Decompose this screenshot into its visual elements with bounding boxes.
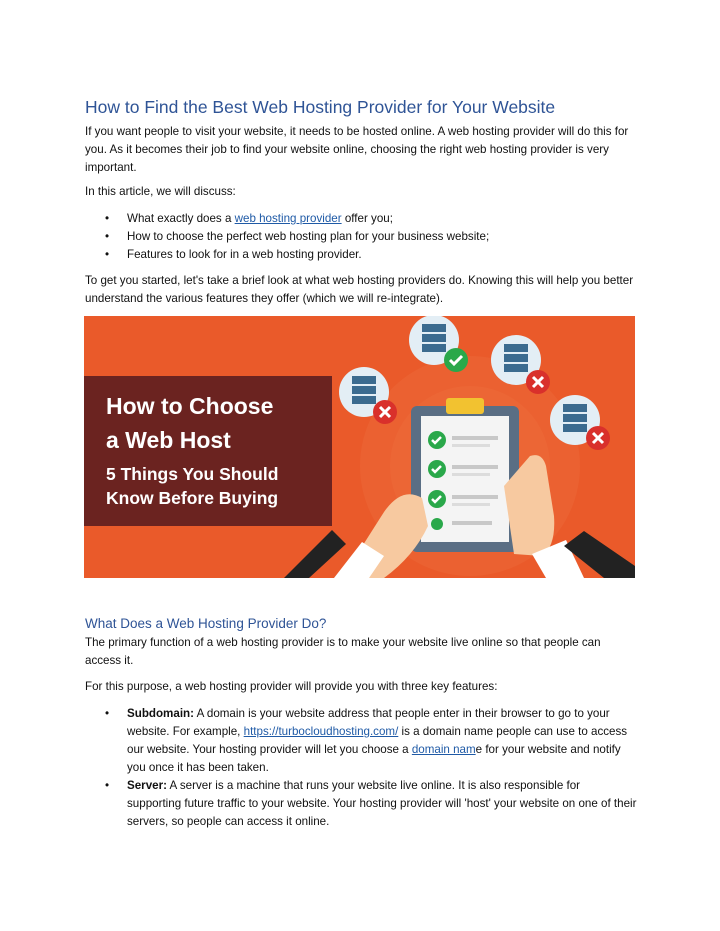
banner-line: Know Before Buying xyxy=(106,488,279,508)
features-lead: For this purpose, a web hosting provider will provide you with three key features: xyxy=(85,680,498,693)
list-item: • Features to look for in a web hosting provider. xyxy=(85,246,637,264)
intro-paragraph: If you want people to visit your website, it needs to be hosted online. A web hosting provider will do this for you. As it becomes their job to find your website online, choosing the right web hosting provider is very important. xyxy=(85,125,629,174)
page-title: How to Find the Best Web Hosting Provider for Your Website xyxy=(85,97,556,117)
discuss-lead: In this article, we will discuss: xyxy=(85,185,236,198)
server-icon xyxy=(339,367,397,424)
server-label: Server: xyxy=(127,779,167,792)
domain-name-link[interactable]: domain nam xyxy=(411,743,476,756)
banner-line: 5 Things You Should xyxy=(106,464,279,484)
bullet-icon: • xyxy=(105,707,110,720)
server-icon xyxy=(409,316,468,372)
bullet-icon: • xyxy=(105,779,110,792)
bullet-icon: • xyxy=(105,248,110,261)
hero-image xyxy=(84,316,635,578)
clipboard-icon xyxy=(411,398,519,552)
list-item: • What exactly does a web hosting provider offer you; xyxy=(85,210,637,228)
list-item: • Subdomain: A domain is your website address that people enter in their browser to go to your website. For example, https://turbocloudhosting.com/ is a domain name people can use to access our website. Your hosting provider will let you choose a domain name for your website and notify you once it has been taken. xyxy=(105,707,628,774)
subdomain-label: Subdomain: xyxy=(127,707,194,720)
features-list xyxy=(85,705,637,831)
topics-list xyxy=(85,210,637,264)
title-banner xyxy=(84,376,332,526)
banner-line: a Web Host xyxy=(106,427,231,453)
getting-started-paragraph: To get you started, let's take a brief look at what web hosting providers do. Knowing this will help you better understand the various features they offer (which we will re-integrate). xyxy=(85,274,634,305)
list-item: • Server: A server is a machine that runs your website live online. It is also responsible for supporting future traffic to your website. Your hosting provider will 'host' your website on one of their servers, so people can access it online. xyxy=(105,779,637,828)
banner-line: How to Choose xyxy=(106,393,274,419)
list-item: • How to choose the perfect web hosting plan for your business website; xyxy=(85,228,637,246)
bullet-icon: • xyxy=(105,230,110,243)
turbocloud-link[interactable]: https://turbocloudhosting.com/ xyxy=(243,725,399,738)
bullet-icon: • xyxy=(105,212,110,225)
section-heading: What Does a Web Hosting Provider Do? xyxy=(85,616,327,631)
function-paragraph: The primary function of a web hosting provider is to make your website live online so that people can access it. xyxy=(85,636,601,667)
web-hosting-provider-link[interactable]: web hosting provider xyxy=(234,212,342,225)
